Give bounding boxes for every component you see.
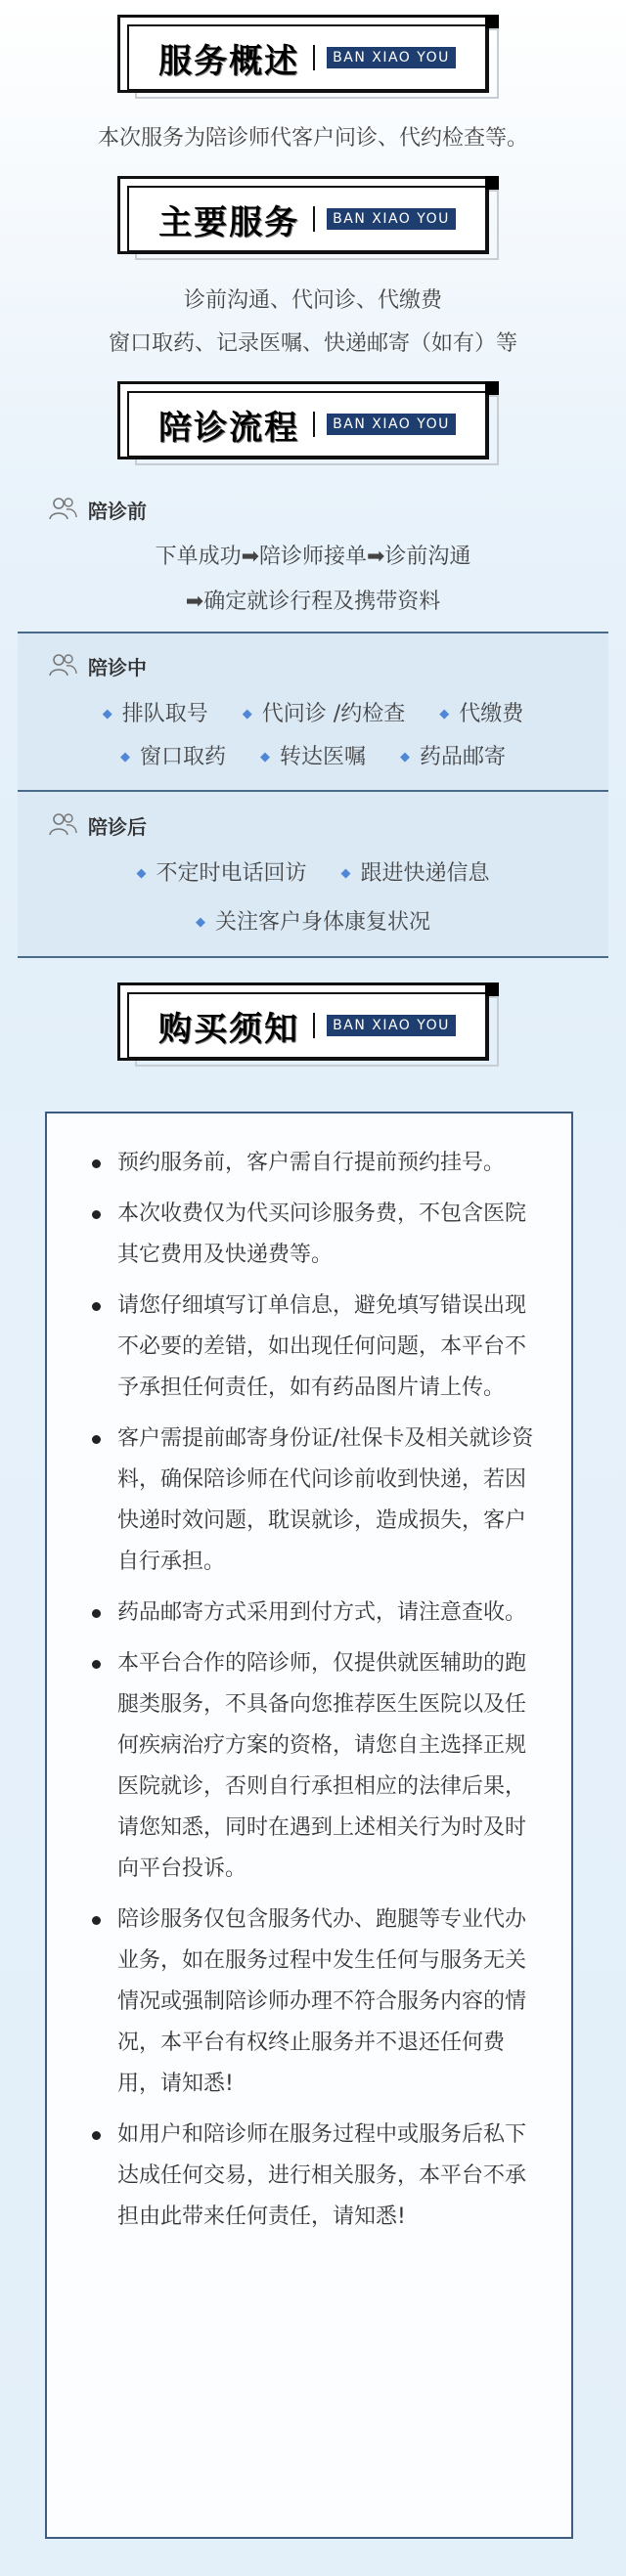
people-icon <box>47 809 78 841</box>
diamond-icon: ◆ <box>439 707 450 721</box>
list-item: ◆ 关注客户身体康复状况 <box>195 910 430 935</box>
corner-square-icon <box>485 176 499 190</box>
list-item: ◆ 跟进快递信息 <box>340 861 490 886</box>
heading-title: 购买须知 <box>158 1009 300 1049</box>
list-item: ◆ 代缴费 <box>439 702 524 726</box>
section-heading-purchase <box>117 982 509 1067</box>
stage-before-line-1: 下单成功➡陪诊师接单➡诊前沟通 <box>155 545 471 569</box>
section-heading-main-services <box>117 176 509 260</box>
main-services-line-1: 诊前沟通、代问诊、代缴费 <box>183 288 442 313</box>
heading-separator <box>313 412 315 437</box>
heading-frame-inner <box>127 992 487 1059</box>
stage-during-name: 陪诊中 <box>88 655 147 679</box>
stage-during-row-2 <box>0 740 626 770</box>
heading-frame-inner <box>127 186 487 252</box>
corner-square-icon <box>485 15 499 28</box>
notice-item: 本次收费仅为代买问诊服务费，不包含医院其它费用及快递费等。 <box>90 1194 544 1276</box>
stage-after-row-2 <box>0 905 626 936</box>
list-item: ◆ 窗口取药 <box>119 745 226 769</box>
diamond-icon: ◆ <box>242 707 252 721</box>
heading-title: 陪诊流程 <box>158 408 300 448</box>
notice-item: 预约服务前，客户需自行提前预约挂号。 <box>90 1143 544 1184</box>
stage-during-header <box>47 650 147 681</box>
heading-frame-inner <box>127 24 487 91</box>
heading-frame-inner <box>127 391 487 458</box>
purchase-notice-box <box>45 1112 573 2539</box>
stage-before-name: 陪诊前 <box>88 499 147 523</box>
people-icon <box>47 650 78 681</box>
section-heading-overview <box>117 15 509 99</box>
stage-after-name: 陪诊后 <box>88 814 147 839</box>
corner-square-icon <box>485 982 499 996</box>
notice-item: 药品邮寄方式采用到付方式，请注意查收。 <box>90 1593 544 1634</box>
stage-during-row-1 <box>0 697 626 727</box>
heading-separator <box>313 1013 315 1038</box>
heading-en-tag: BAN XIAO YOU <box>327 208 456 230</box>
stage-before-header <box>47 494 147 525</box>
heading-en-tag: BAN XIAO YOU <box>327 414 456 435</box>
heading-separator <box>313 45 315 70</box>
list-item: ◆ 转达医嘱 <box>259 745 366 769</box>
list-item: ◆ 药品邮寄 <box>400 745 507 769</box>
section-heading-process <box>117 381 509 465</box>
diamond-icon: ◆ <box>195 915 205 930</box>
list-item: ◆ 不定时电话回访 <box>136 861 307 886</box>
list-item: ◆ 代问诊 /约检查 <box>242 702 406 726</box>
notice-item: 如用户和陪诊师在服务过程中或服务后私下达成任何交易，进行相关服务，本平台不承担由此带来任何责任，请知悉! <box>90 2115 544 2238</box>
main-services-line-2: 窗口取药、记录医嘱、快递邮寄（如有）等 <box>108 331 517 356</box>
diamond-icon: ◆ <box>119 750 130 764</box>
notice-item: 请您仔细填写订单信息，避免填写错误出现不必要的差错，如出现任何问题，本平台不予承担任何责任，如有药品图片请上传。 <box>90 1286 544 1409</box>
heading-en-tag: BAN XIAO YOU <box>327 47 456 68</box>
divider <box>18 956 608 958</box>
heading-separator <box>313 206 315 232</box>
stage-before-line-2: ➡确定就诊行程及携带资料 <box>185 589 441 614</box>
people-icon <box>47 494 78 525</box>
stage-after-row-1 <box>0 856 626 887</box>
corner-square-icon <box>485 381 499 395</box>
list-item: ◆ 排队取号 <box>102 702 208 726</box>
notice-list <box>47 1113 571 2238</box>
heading-title: 服务概述 <box>158 41 300 81</box>
heading-title: 主要服务 <box>158 202 300 242</box>
diamond-icon: ◆ <box>102 707 112 721</box>
diamond-icon: ◆ <box>340 866 351 881</box>
notice-item: 本平台合作的陪诊师，仅提供就医辅助的跑腿类服务，不具备向您推荐医生医院以及任何疾病治疗方案的资格，请您自主选择正规医院就诊，否则自行承担相应的法律后果，请您知悉，同时在遇到上述相关行为时及时向平台投诉。 <box>90 1643 544 1890</box>
diamond-icon: ◆ <box>136 866 147 881</box>
diamond-icon: ◆ <box>259 750 270 764</box>
stage-after-header <box>47 809 147 841</box>
heading-en-tag: BAN XIAO YOU <box>327 1015 456 1036</box>
overview-text: 本次服务为陪诊师代客户问诊、代约检查等。 <box>97 126 528 151</box>
diamond-icon: ◆ <box>400 750 410 764</box>
notice-item: 客户需提前邮寄身份证/社保卡及相关就诊资料，确保陪诊师在代问诊前收到快递，若因快递时效问题，耽误就诊，造成损失，客户自行承担。 <box>90 1419 544 1583</box>
notice-item: 陪诊服务仅包含服务代办、跑腿等专业代办业务，如在服务过程中发生任何与服务无关情况或强制陪诊师办理不符合服务内容的情况，本平台有权终止服务并不退还任何费用，请知悉! <box>90 1899 544 2105</box>
